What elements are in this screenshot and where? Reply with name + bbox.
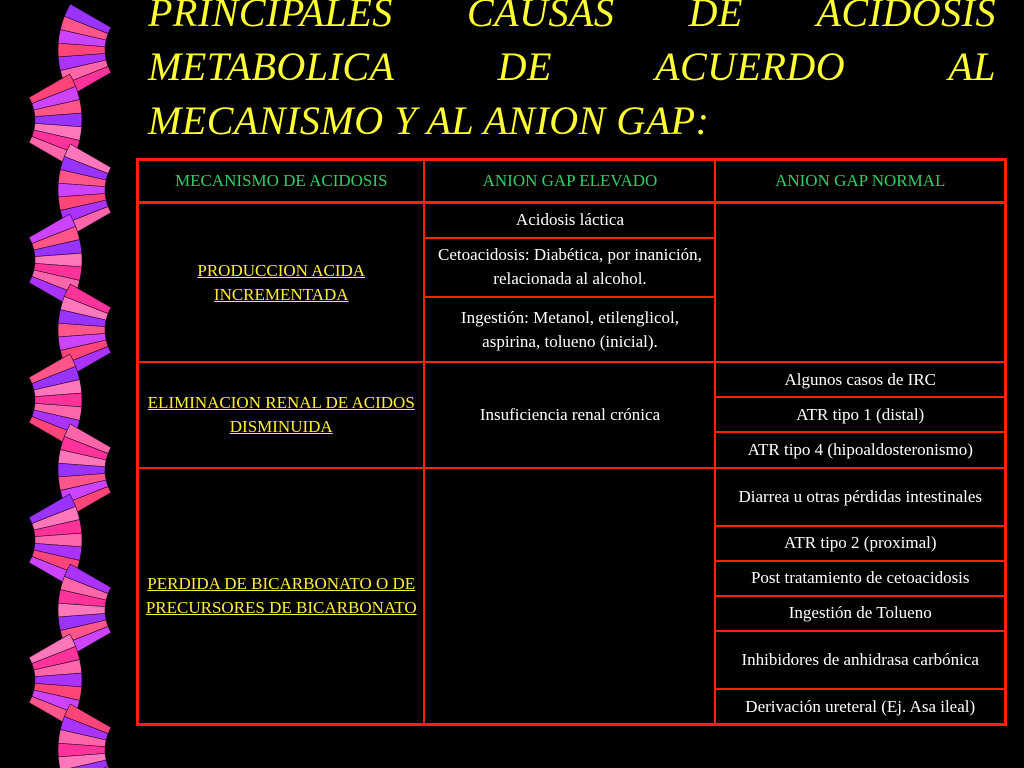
normal-cell: ATR tipo 4 (hipoaldosteronismo) <box>715 432 1005 467</box>
table-row <box>138 362 1006 397</box>
mechanism-produccion: PRODUCCION ACIDA INCREMENTADA <box>138 203 425 363</box>
elevated-cell: Ingestión: Metanol, etilenglicol, aspirina, tolueno (inicial). <box>424 297 715 362</box>
header-mechanism: MECANISMO DE ACIDOSIS <box>138 160 425 203</box>
table-row <box>138 468 1006 526</box>
elevated-cell: Cetoacidosis: Diabética, por inanición, relacionada al alcohol. <box>424 238 715 297</box>
normal-cell: Inhibidores de anhidrasa carbónica <box>715 631 1005 689</box>
acidosis-causes-table <box>136 158 1007 726</box>
title-line-3: MECANISMO Y AL ANION GAP: <box>148 98 710 143</box>
header-normal: ANION GAP NORMAL <box>715 160 1005 203</box>
normal-cell: Ingestión de Tolueno <box>715 596 1005 631</box>
title-line-1: PRINCIPALES CAUSAS DE ACIDOSIS <box>148 0 996 35</box>
header-elevated: ANION GAP ELEVADO <box>424 160 715 203</box>
normal-cell: ATR tipo 1 (distal) <box>715 397 1005 432</box>
normal-cell: Derivación ureteral (Ej. Asa ileal) <box>715 689 1005 724</box>
page-title <box>148 0 996 148</box>
decorative-fan-border <box>0 0 140 768</box>
normal-cell: Post tratamiento de cetoacidosis <box>715 561 1005 596</box>
normal-cell: Algunos casos de IRC <box>715 362 1005 397</box>
title-line-2: METABOLICA DE ACUERDO AL <box>148 44 996 89</box>
mechanism-perdida: PERDIDA DE BICARBONATO O DE PRECURSORES DE BICARBONATO <box>138 468 425 725</box>
mechanism-eliminacion: ELIMINACION RENAL DE ACIDOS DISMINUIDA <box>138 362 425 467</box>
normal-cell: ATR tipo 2 (proximal) <box>715 526 1005 561</box>
elevated-cell: Acidosis láctica <box>424 203 715 238</box>
normal-empty-cell <box>715 203 1005 363</box>
elevated-cell: Insuficiencia renal crónica <box>424 362 715 467</box>
table-header-row <box>138 160 1006 203</box>
elevated-empty-cell <box>424 468 715 725</box>
table-row <box>138 203 1006 238</box>
normal-cell: Diarrea u otras pérdidas intestinales <box>715 468 1005 526</box>
